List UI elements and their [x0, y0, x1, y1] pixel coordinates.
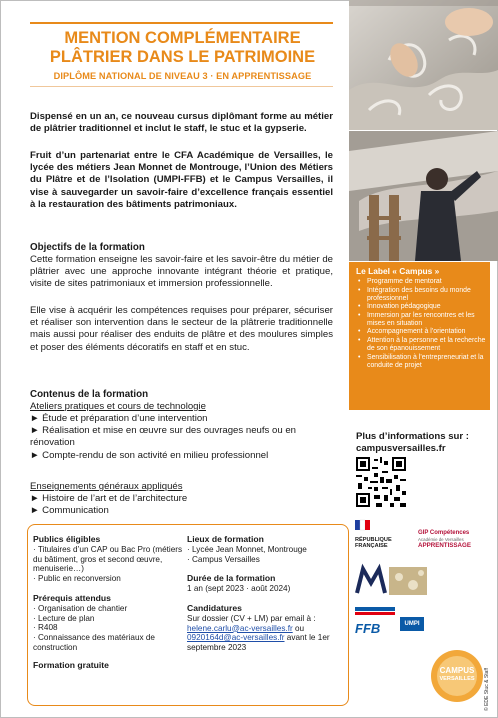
republique-francaise-logo: [355, 518, 413, 554]
rf-line-1: RÉPUBLIQUE: [355, 537, 392, 543]
ffb-text: FFB: [355, 621, 381, 636]
gip-competences-logo: [418, 530, 492, 556]
list-item: ► Compte-rendu de son activité en milieu professionnel: [30, 449, 269, 461]
list-item: · Connaissance des matériaux de construction: [33, 633, 155, 652]
intro-paragraph-1: Dispensé en un an, ce nouveau cursus diplômant forme au métier de plâtrier traditionnel et inclut le staff, le stuc et la gypserie.: [30, 111, 333, 135]
list-item: · Campus Versailles: [187, 554, 260, 564]
contenus-list-enseignements: [30, 493, 333, 517]
objectifs-paragraph-2: Elle vise à acquérir les compétences requises pour préparer, sécuriser et réaliser son intervention dans le secteur de la plâtrerie traditionnelle mais aussi pour réaliser des enduits de plâtre et des moulures simples et poser des éléments décoratifs en staff et en stuc.: [30, 305, 333, 353]
list-item: · Lecture de plan: [33, 613, 95, 623]
contenus-subtitle-ateliers: Ateliers pratiques et cours de technologie: [30, 401, 206, 412]
umpi-logo: UMPI: [400, 617, 424, 631]
deadline-prefix: avant le: [286, 633, 316, 643]
info-right-column: [187, 535, 337, 653]
or-text: ou: [294, 623, 305, 633]
candidatures-text: [187, 614, 337, 653]
campus-versailles-logo: [430, 648, 484, 704]
list-item: ► Communication: [30, 505, 109, 517]
lieux-title: Lieux de formation: [187, 534, 264, 544]
contenus-subtitle-enseignements: Enseignements généraux appliqués: [30, 481, 183, 492]
email-link-2[interactable]: 0920164d@ac-versailles.fr: [187, 633, 285, 643]
list-item: · Titulaires d’un CAP ou Bac Pro (métiers du bâtiment, gros et second œuvre, menuiserie…): [33, 544, 183, 574]
duree-title: Durée de la formation: [187, 573, 276, 584]
candidatures-intro: Sur dossier (CV + LM) par email à :: [187, 613, 316, 623]
list-item: • Intégration des besoins du monde professionnel: [356, 287, 486, 303]
subtitle: DIPLÔME NATIONAL DE NIVEAU 3 · EN APPRENTISSAGE: [53, 71, 312, 81]
header-rule: [30, 22, 333, 24]
campus-text-1: CAMPUS: [439, 666, 475, 675]
gip-apprentissage: APPRENTISSAGE: [418, 542, 471, 549]
email-link-1[interactable]: helene.carlu@ac-versailles.fr: [187, 623, 293, 633]
list-item: • Accompagnement à l’orientation: [356, 328, 486, 336]
list-item: • Programme de mentorat: [356, 278, 486, 286]
campus-text-2: VERSAILLES: [439, 676, 475, 682]
rf-line-2: FRANÇAISE: [355, 543, 388, 549]
list-item: • Immersion par les rencontres et les mises en situation: [356, 312, 486, 328]
list-item: • Attention à la personne et la recherche de son épanouissement: [356, 337, 486, 353]
prerequis-title: Prérequis attendus: [33, 592, 111, 603]
objectifs-paragraph-1: Cette formation enseigne les savoir-faire et les savoir-être du métier de plâtrier avec une approche innovante intégrant théorie et pratique, visite de sites patrimoniaux et immersion professionnelle.: [30, 254, 333, 290]
list-item: ► Étude et préparation d’une intervention: [30, 413, 208, 424]
candidatures-title: Candidatures: [187, 602, 242, 613]
formation-gratuite: Formation gratuite: [33, 659, 109, 670]
gip-sub: Académie de Versailles: [418, 537, 464, 542]
list-item: · Organisation de chantier: [33, 603, 128, 613]
more-info: [356, 431, 469, 455]
deadline-date: 1er septembre 2023: [187, 633, 330, 653]
qr-code-icon[interactable]: [356, 457, 406, 507]
list-item: · Public en reconversion: [33, 574, 121, 584]
objectifs-title: Objectifs de la formation: [30, 242, 145, 253]
duree-value: 1 an (sept 2023 · août 2024): [187, 584, 291, 594]
info-left-column: [33, 535, 183, 671]
list-item: ► Réalisation et mise en œuvre sur des ouvrages neufs ou en rénovation: [30, 425, 296, 449]
title-line-1: MENTION COMPLÉMENTAIRE: [64, 29, 301, 47]
label-campus-title: Le Label « Campus »: [356, 266, 440, 276]
intro-paragraph-2: Fruit d’un partenariat entre le CFA Académique de Versailles, le lycée des métiers Jean Monnet de Montrouge, l’Union des Métiers du Plâtre et de l’Isolation (UMPI-FFB) et le Campus Versailles, il vise à sauvegarder un savoir-faire d’excellence français essentiel à la restauration des bâtiments patrimoniaux.: [30, 150, 333, 210]
contenus-title: Contenus de la formation: [30, 389, 149, 400]
label-campus-list: [356, 278, 486, 370]
list-item: · Lycée Jean Monnet, Montrouge: [187, 544, 307, 554]
jean-monnet-logo: [355, 563, 429, 599]
list-item: ► Histoire de l’art et de l’architecture: [30, 493, 188, 504]
photo-credit: © EDE Stuc & Staff: [484, 667, 490, 711]
list-item: • Sensibilisation à l’entrepreneuriat et la conduite de projet: [356, 354, 486, 370]
photo-plasterer-at-work: [349, 131, 498, 261]
ffb-logo: [355, 604, 395, 636]
header-divider: [30, 86, 333, 87]
gip-name: GIP Compétences: [418, 530, 470, 536]
list-item: · R408: [33, 623, 58, 633]
contenus-list-ateliers: [30, 413, 333, 462]
list-item: • Innovation pédagogique: [356, 303, 486, 311]
website-link[interactable]: campusversailles.fr: [356, 443, 446, 454]
photo-ornament-plaster: [349, 0, 498, 130]
title-line-2: PLÂTRIER DANS LE PATRIMOINE: [49, 48, 316, 66]
publics-title: Publics éligibles: [33, 534, 101, 544]
more-info-label: Plus d’informations sur :: [356, 431, 470, 442]
